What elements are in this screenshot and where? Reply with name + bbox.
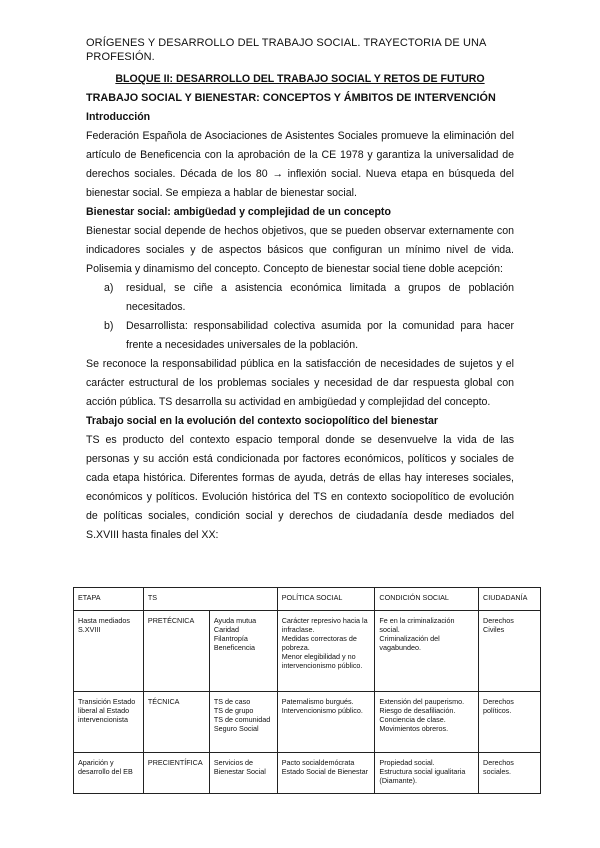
page-header: ORÍGENES Y DESARROLLO DEL TRABAJO SOCIAL. TRAYECTORIA DE UNA PROFESIÓN. bbox=[86, 37, 486, 63]
table-cell: Aparición y desarrollo del EB bbox=[74, 753, 144, 794]
intro-paragraph: Federación Española de Asociaciones de Asistentes Sociales promueve la eliminación del artículo de Beneficencia con la aprobación de la CE 1978 y garantiza la universalidad de derechos sociales. Década de los 80 → inflexión social. Nueva etapa en búsqueda del bienestar social. Se empieza a hablar de bienestar social. bbox=[86, 130, 514, 199]
table-cell: Ayuda mutua Caridad Filantropía Beneficencia bbox=[209, 611, 277, 692]
table-row bbox=[74, 753, 541, 794]
table-cell: Transición Estado liberal al Estado intervencionista bbox=[74, 692, 144, 753]
bienestar-heading: Bienestar social: ambigüedad y complejidad de un concepto bbox=[86, 206, 391, 218]
table-cell: Derechos políticos. bbox=[479, 692, 541, 753]
header-cell-politica: POLÍTICA SOCIAL bbox=[277, 588, 375, 611]
table-cell: Propiedad social. Estructura social igualitaria (Diamante). bbox=[375, 753, 479, 794]
bloque-title: BLOQUE II: DESARROLLO DEL TRABAJO SOCIAL Y RETOS DE FUTURO bbox=[115, 73, 485, 85]
responsabilidad-paragraph: Se reconoce la responsabilidad pública en la satisfacción de necesidades de sujetos y el carácter estructural de los problemas sociales y necesidad de dar respuesta global con acción pública. TS desarrolla su actividad en ambigüedad y complejidad del concepto. bbox=[86, 358, 514, 408]
document-body bbox=[86, 70, 514, 545]
table-cell: Servicios de Bienestar Social bbox=[209, 753, 277, 794]
evolution-table bbox=[73, 587, 541, 794]
table-cell: Hasta mediados S.XVIII bbox=[74, 611, 144, 692]
header-cell-condicion: CONDICIÓN SOCIAL bbox=[375, 588, 479, 611]
header-cell-ciudadania: CIUDADANÍA bbox=[479, 588, 541, 611]
table-cell: Fe en la criminalización social. Criminalización del vagabundeo. bbox=[375, 611, 479, 692]
table-cell: TÉCNICA bbox=[143, 692, 209, 753]
table-cell: Extensión del pauperismo. Riesgo de desafiliación. Conciencia de clase. Movimientos obreros. bbox=[375, 692, 479, 753]
table-cell: Derechos Civiles bbox=[479, 611, 541, 692]
evolucion-paragraph: TS es producto del contexto espacio temporal donde se desenvuelve la vida de las personas y su acción está condicionada por factores económicos, políticos y sociales de cada etapa histórica. Diferentes formas de ayuda, detrás de ellas hay intereses sociales, económicos y políticos. Evolución histórica del TS en contexto sociopolítico de evolución de políticas sociales, condición social y derechos de ciudadanía desde mediados del S.XVIII hasta finales del XX: bbox=[86, 434, 514, 541]
list-item-text: residual, se ciñe a asistencia económica limitada a grupos de población necesitados. bbox=[126, 282, 514, 313]
acepciones-list bbox=[86, 279, 514, 355]
list-marker: a) bbox=[104, 282, 114, 294]
evolucion-heading: Trabajo social en la evolución del contexto sociopolítico del bienestar bbox=[86, 415, 439, 427]
table-row bbox=[74, 611, 541, 692]
table-cell: PRETÉCNICA bbox=[143, 611, 209, 692]
list-item bbox=[104, 317, 514, 355]
list-item-text: Desarrollista: responsabilidad colectiva asumida por la comunidad para hacer frente a necesidades universales de la población. bbox=[126, 320, 514, 351]
table-row bbox=[74, 692, 541, 753]
list-item bbox=[104, 279, 514, 317]
table-cell: TS de caso TS de grupo TS de comunidad Seguro Social bbox=[209, 692, 277, 753]
header-cell-ts: TS bbox=[143, 588, 277, 611]
table-cell: Carácter represivo hacia la infraclase. Medidas correctoras de pobreza. Menor elegibilidad y no intervencionismo público. bbox=[277, 611, 375, 692]
header-cell-etapa: ETAPA bbox=[74, 588, 144, 611]
table-cell: Pacto socialdemócrata Estado Social de Bienestar bbox=[277, 753, 375, 794]
bienestar-paragraph: Bienestar social depende de hechos objetivos, que se pueden observar externamente con indicadores sociales y de aspectos básicos que configuran un mínimo nivel de vida. Polisemia y dinamismo del concepto. Concepto de bienestar social tiene doble acepción: bbox=[86, 225, 514, 275]
table-header-row bbox=[74, 588, 541, 611]
intro-heading: Introducción bbox=[86, 111, 151, 123]
table-cell: PRECIENTÍFICA bbox=[143, 753, 209, 794]
table-cell: Paternalismo burgués. Intervencionismo público. bbox=[277, 692, 375, 753]
table-cell: Derechos sociales. bbox=[479, 753, 541, 794]
section-title: TRABAJO SOCIAL Y BIENESTAR: CONCEPTOS Y ÁMBITOS DE INTERVENCIÓN bbox=[86, 92, 496, 104]
list-marker: b) bbox=[104, 320, 114, 332]
